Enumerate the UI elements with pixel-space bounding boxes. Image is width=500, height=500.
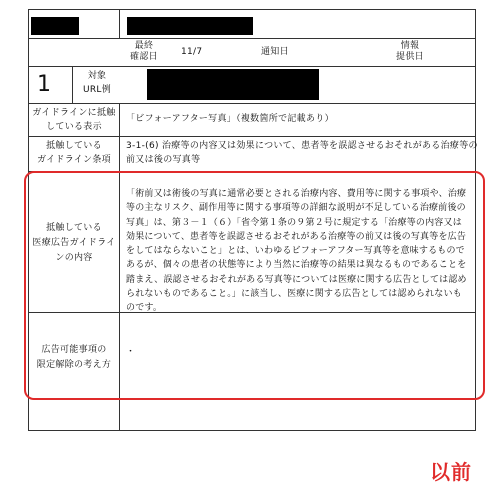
last-checked-date: 11/7 [181, 47, 203, 57]
redacted-name [31, 17, 79, 35]
exemption-label: 広告可能事項の 限定解除の考え方 [36, 345, 112, 370]
clause-value: 3-1-(6) 治療等の内容又は効果について、患者等を誤認させるおそれがある治療等の 前又は後の写真等 [126, 141, 478, 165]
redacted-url [147, 69, 319, 100]
last-checked-label: 最終 確認日 [130, 41, 158, 62]
redacted-clinic [127, 17, 253, 35]
display-label: ガイドラインに抵触 している表示 [32, 108, 116, 132]
info-provided-label: 情報 提供日 [396, 41, 424, 62]
clause-label: 抵触している ガイドライン条項 [37, 141, 111, 165]
exemption-value: ・ [126, 347, 136, 357]
content-label: 抵触している 医療広告ガイドライ ンの内容 [32, 223, 116, 263]
content-value: 「術前又は術後の写真に通常必要とされる治療内容、費用等に関する事項や、治療等の主なリスク、副作用等に関する事項等の詳細な説明が不足している治療前後の写真」は、第３－１（６）「省令第１条の９第２号に規定する「治療等の内容又は効果について、患者等を誤認させるおそれがある治療等の前又は後の写真等を広告をしてはならないこと」とは、いわゆるビフォーアフター写真等を意味するものであるが、個々の患者の状態等により当然に治療等の結果は異なるものであることを踏まえ、誤認させるおそれがある写真等については医療に関する広告としては認められないものであること。」に該当し、医療に関する広告としては認められないものです。 [126, 189, 467, 314]
before-marker: 以前 [430, 460, 472, 484]
highlight-frame [24, 171, 485, 400]
notice-date-label: 通知日 [261, 47, 289, 57]
display-value: 「ビフォーアフター写真」（複数箇所で記載あり） [126, 114, 334, 124]
target-url-label: 対象 URL例 [82, 71, 112, 95]
entry-number: 1 [37, 72, 51, 97]
